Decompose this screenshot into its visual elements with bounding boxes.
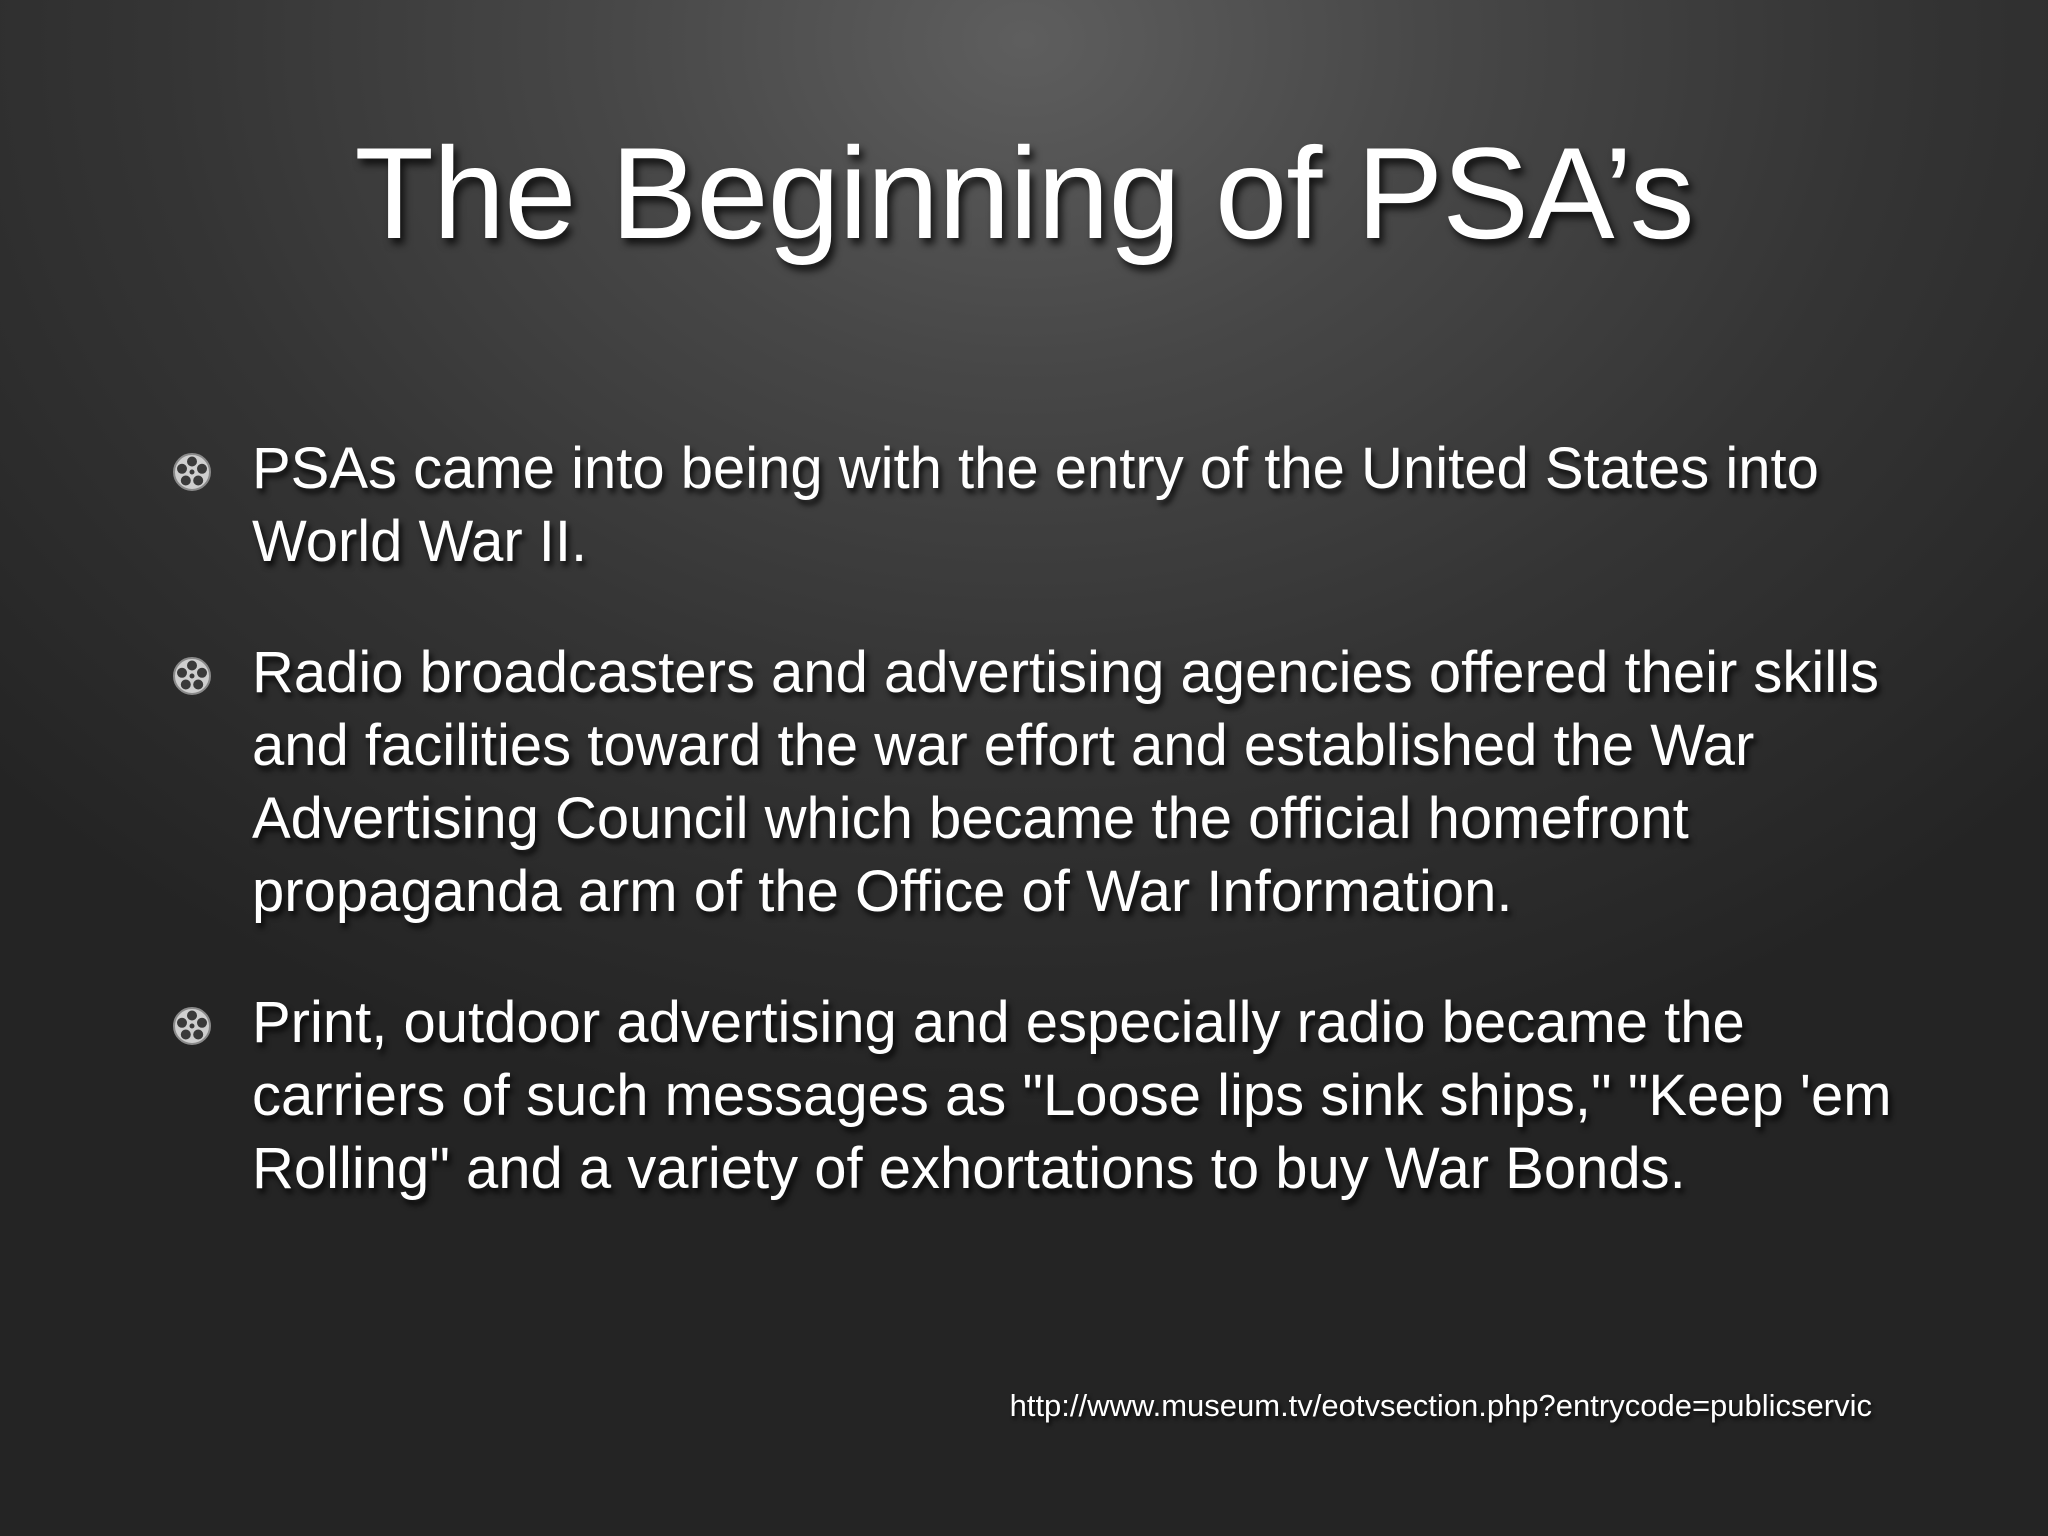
bullet-list bbox=[172, 432, 1892, 1263]
bullet-item bbox=[172, 432, 1892, 578]
bullet-text: Radio broadcasters and advertising agencies offered their skills and facilities toward the war effort and established the War Advertising Council which became the official homefront propaganda arm of the Office of War Information. bbox=[252, 640, 1880, 924]
slide-title: The Beginning of PSA’s bbox=[354, 120, 1694, 266]
bullet-item bbox=[172, 986, 1892, 1205]
bullet-text: PSAs came into being with the entry of the United States into World War II. bbox=[252, 436, 1819, 574]
source-url: http://www.museum.tv/eotvsection.php?entrycode=publicservic bbox=[1009, 1388, 1872, 1423]
film-reel-icon bbox=[172, 1006, 212, 1046]
bullet-text: Print, outdoor advertising and especially radio became the carriers of such messages as "Loose lips sink ships," "Keep 'em Rolling" and a variety of exhortations to buy War Bonds. bbox=[252, 990, 1892, 1201]
bullet-item bbox=[172, 636, 1892, 928]
film-reel-icon bbox=[172, 656, 212, 696]
film-reel-icon bbox=[172, 452, 212, 492]
